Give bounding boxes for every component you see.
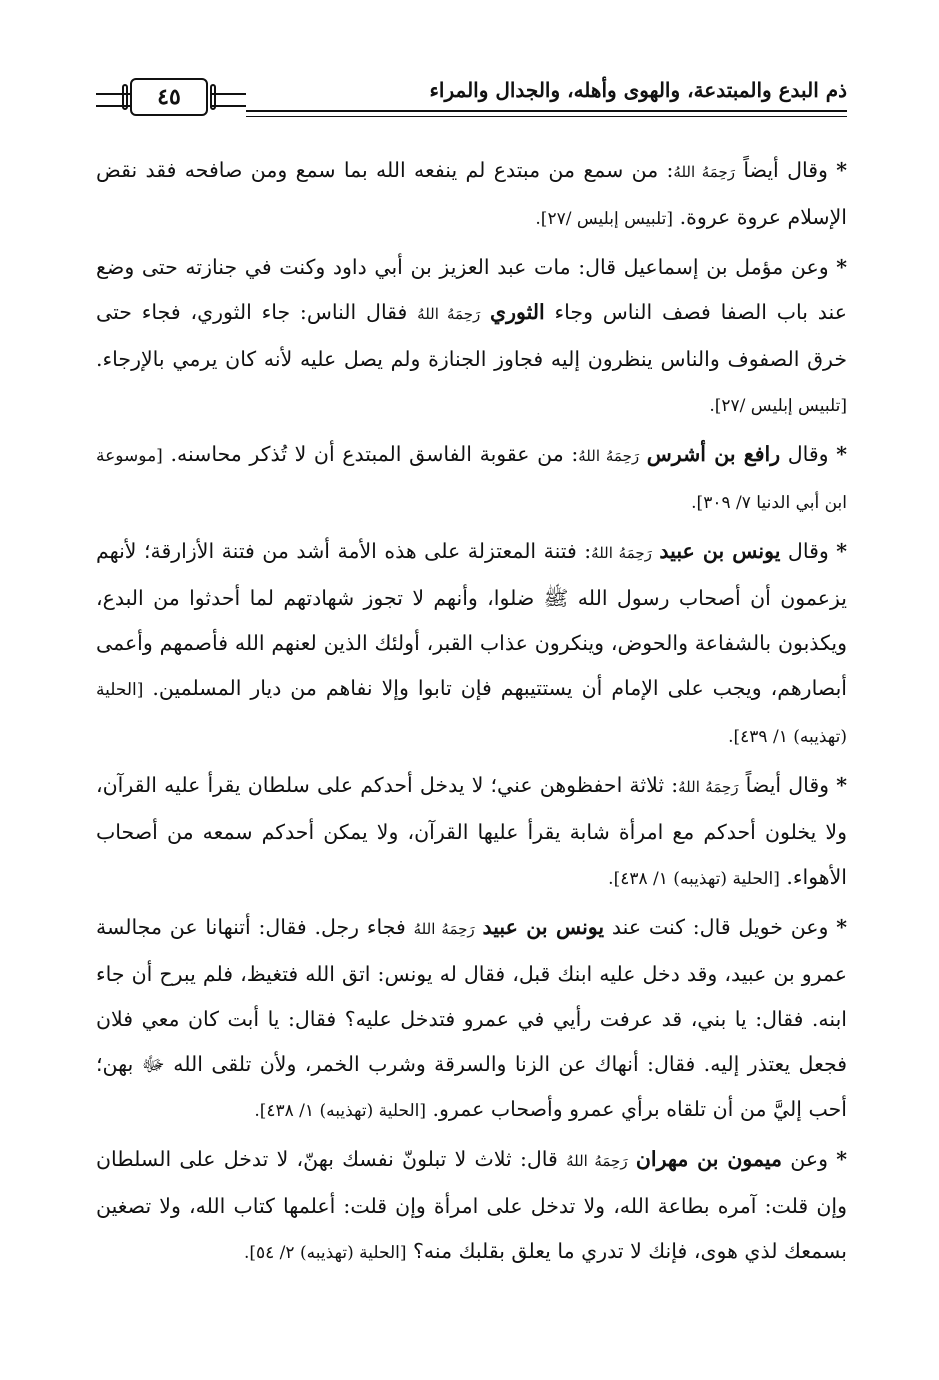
star-marker: *: [836, 539, 847, 563]
honorific: رَحِمَهُ اللهُ: [578, 447, 640, 465]
paragraph-text: فقال الناس: جاء الثوري، فجاء حتى خرق الصفوف والناس ينظرون إليه فجاوز الجنازة ولم يصل عليه لأنه كان يرمي بالإرجاء.: [96, 300, 847, 371]
paragraph-lead: وقال: [787, 539, 829, 563]
narrator-name: رافع بن أشرس: [646, 442, 781, 466]
star-marker: *: [836, 158, 847, 182]
header-rule-thin: [246, 116, 847, 117]
star-marker: *: [836, 773, 847, 797]
honorific: رَحِمَهُ اللهُ: [417, 305, 481, 323]
narrator-name: الثوري: [490, 300, 545, 324]
honorific: رَحِمَهُ اللهُ: [591, 544, 652, 562]
narrator-name: ميمون بن مهران: [635, 1147, 782, 1171]
honorific: رَحِمَهُ اللهُ: [413, 920, 475, 938]
star-marker: *: [836, 442, 847, 466]
page-body: [96, 148, 847, 1279]
paragraph-lead: وعن مؤمل بن إسماعيل قال: مات عبد العزيز بن أبي داود وكنت في جنازته حتى وضع عند باب الصفا فصف الناس وجاء: [96, 255, 847, 324]
paragraph: [96, 432, 847, 526]
honorific: رَحِمَهُ اللهُ: [678, 778, 739, 796]
star-marker: *: [836, 255, 847, 279]
page-number-ornament: [110, 78, 228, 118]
honorific: رَحِمَهُ اللهُ: [566, 1152, 628, 1170]
paragraph: [96, 245, 847, 429]
paragraph: [96, 1137, 847, 1276]
paragraph: [96, 529, 847, 760]
star-marker: *: [836, 1147, 847, 1171]
citation: [الحلية (تهذيبه) ١/ ٤٣٩].: [96, 680, 847, 747]
running-title: ذم البدع والمبتدعة، والهوى وأهله، والجدال والمراء: [429, 78, 847, 102]
paragraph: [96, 905, 847, 1134]
page-number: ٤٥: [130, 78, 208, 116]
narrator-name: يونس بن عبيد: [659, 539, 781, 563]
paragraph-lead: وعن خويل قال: كنت عند: [611, 915, 829, 939]
citation: [تلبيس إبليس /٢٧].: [709, 396, 847, 416]
header-rule-thick: [246, 110, 847, 112]
citation: [تلبيس إبليس /٢٧].: [535, 209, 674, 229]
paragraph-text: : من عقوبة الفاسق المبتدع أن لا تُذكر محاسنه.: [170, 442, 579, 466]
narrator-name: يونس بن عبيد: [482, 915, 605, 939]
paragraph-text: : فتنة المعتزلة على هذه الأمة أشد من فتنة الأزارقة؛ لأنهم يزعمون أن أصحاب رسول الله ﷺ ضلوا، وأنهم لا تجوز شهادتهم لما أحدثوا من البدع، ويكذبون بالشفاعة والحوض، وينكرون عذاب القبر، أولئك الذين لعنهم الله فأصمهم وأعمى أبصارهم، ويجب على الإمام أن يستتيبهم فإن تابوا وإلا نفاهم من ديار المسلمين.: [96, 539, 847, 700]
citation: [الحلية (تهذيبه) ١/ ٤٣٨].: [254, 1101, 426, 1121]
star-marker: *: [836, 915, 847, 939]
citation: [موسوعة ابن أبي الدنيا ٧/ ٣٠٩].: [96, 446, 847, 513]
paragraph: [96, 148, 847, 242]
paragraph-text: : ثلاثة احفظوهن عني؛ لا يدخل أحدكم على سلطان يقرأ عليه القرآن، ولا يخلون أحدكم مع امرأة شابة يقرأ عليها القرآن، ولا يمكن أحدكم سمعه من أصحاب الأهواء.: [96, 773, 847, 889]
paragraph: [96, 763, 847, 902]
paragraph-lead: وقال أيضاً: [745, 773, 830, 797]
paragraph-lead: وقال أيضاً: [743, 158, 828, 182]
citation: [الحلية (تهذيبه) ١/ ٤٣٨].: [608, 869, 780, 889]
paragraph-lead: وقال: [787, 442, 829, 466]
paragraph-text: فجاء رجل. فقال: أتنهانا عن مجالسة عمرو بن عبيد، وقد دخل عليه ابنك قبل، فقال له يونس: اتق الله فتغيظ، فلم يبرح أن جاء ابنه. فقال: يا بني، قد عرفت رأيي في عمرو فتدخل عليه؟ فقال: يا أبت كان معي فلان فجعل يعتذر إليه. فقال: أنهاك عن الزنا والسرقة وشرب الخمر، ولأن تلقى الله ﷻ بهن؛ أحب إليَّ من أن تلقاه برأي عمرو وأصحاب عمرو.: [96, 915, 847, 1121]
honorific: رَحِمَهُ اللهُ: [673, 163, 735, 181]
page-header: [96, 72, 847, 124]
paragraph-text: قال: ثلاث لا تبلونّ نفسك بهنّ، لا تدخل على السلطان وإن قلت: آمره بطاعة الله، ولا تدخل على امرأة وإن قلت: أعلمها كتاب الله، ولا تصغين بسمعك لذي هوى، فإنك لا تدري ما يعلق بقلبك منه؟: [96, 1147, 847, 1263]
ornament-lines-right: [212, 93, 246, 107]
paragraph-text: : من سمع من مبتدع لم ينفعه الله بما سمع ومن صافحه فقد نقض الإسلام عروة عروة.: [96, 158, 847, 229]
citation: [الحلية (تهذيبه) ٢/ ٥٤].: [243, 1243, 407, 1263]
paragraph-lead: وعن: [790, 1147, 828, 1171]
